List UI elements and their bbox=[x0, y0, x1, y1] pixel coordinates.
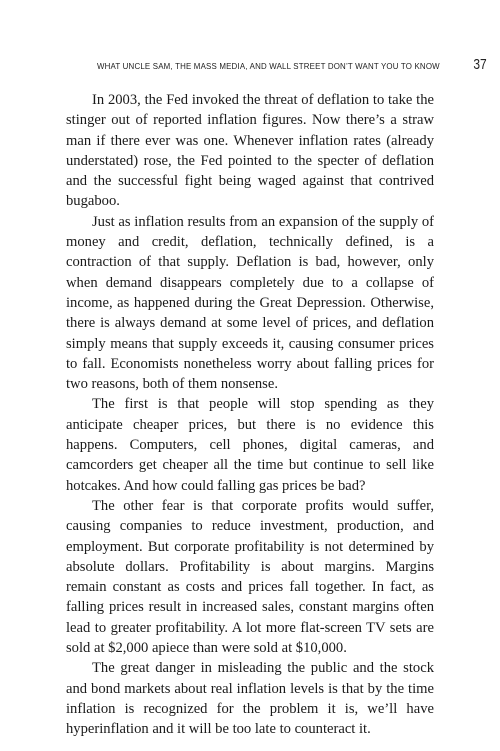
paragraph: Just as inflation results from an expansion of the supply of money and credit, deflation, technically defined, is a contraction of that supply. Deflation is bad, however, only when demand disappears completely due to a collapse of income, as happened during the Great Depression. Otherwise, there is always demand at some level of prices, and deflation simply means that supply exceeds it, causing consumer prices to fall. Economists nonetheless worry about falling prices for two reasons, both of them nonsense. bbox=[66, 213, 434, 393]
body-text bbox=[66, 90, 434, 740]
paragraph: In 2003, the Fed invoked the threat of deflation to take the stinger out of reported inflation figures. Now there’s a straw man if there ever was one. Whenever inflation rates (already understated) rose, the Fed pointed to the specter of deflation and the successful fight being waged against that contrived bugaboo. bbox=[66, 92, 434, 210]
running-head-title: WHAT UNCLE SAM, THE MASS MEDIA, AND WALL STREET DON’T WANT YOU TO KNOW bbox=[97, 61, 440, 71]
paragraph: The other fear is that corporate profits would suffer, causing companies to reduce investment, production, and employment. But corporate profitability is not determined by absolute dollars. Profitability is about margins. Margins remain constant as costs and prices fall together. In fact, as falling prices result in increased sales, constant margins often lead to greater profitability. A lot more flat-screen TV sets are sold at $2,000 apiece than were sold at $10,000. bbox=[66, 497, 434, 657]
paragraph: The great danger in misleading the public and the stock and bond markets about real inflation levels is that by the time inflation is recognized for the problem it is, we’ll have hyperinflation and it will be too late to counteract it. bbox=[66, 660, 434, 738]
running-head bbox=[97, 56, 487, 73]
paragraph: The first is that people will stop spending as they anticipate cheaper prices, but there is no evidence this happens. Computers, cell phones, digital cameras, and camcorders get cheaper all the time but continue to sell like hotcakes. And how could falling gas prices be bad? bbox=[66, 396, 434, 494]
page-number: 37 bbox=[472, 56, 487, 73]
